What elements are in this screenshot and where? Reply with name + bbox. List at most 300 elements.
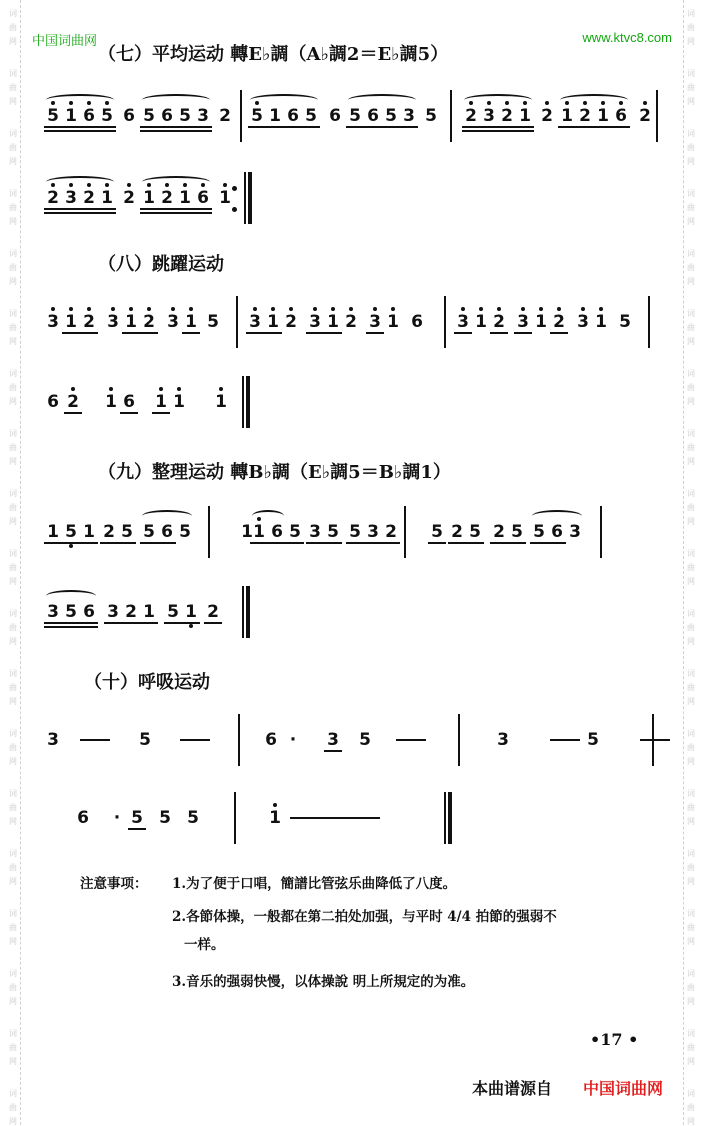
note-number: 1 <box>62 290 80 354</box>
side-watermark-char: 网 <box>9 577 17 586</box>
duration-underline <box>204 622 222 624</box>
sustain-dash <box>350 817 380 819</box>
side-watermark-char: 曲 <box>687 743 695 752</box>
side-watermark-char: 曲 <box>9 983 17 992</box>
side-watermark-char: 曲 <box>9 743 17 752</box>
note-number: 2 <box>122 580 140 644</box>
side-watermark-char: 曲 <box>9 683 17 692</box>
duration-underline <box>62 542 80 544</box>
octave-dot-high <box>127 183 131 187</box>
duration-underline-2 <box>80 626 98 628</box>
duration-underline <box>64 412 82 414</box>
side-watermark-char: 曲 <box>9 23 17 32</box>
note-number: 1 <box>558 84 576 148</box>
side-watermark-char: 网 <box>9 457 17 466</box>
side-watermark-char: 词 <box>9 669 17 678</box>
side-watermark-char: 词 <box>687 249 695 258</box>
barline <box>234 792 236 844</box>
side-watermark-char: 词 <box>687 129 695 138</box>
side-watermark-char: 网 <box>687 397 695 406</box>
side-watermark-char: 曲 <box>9 443 17 452</box>
octave-dot-high <box>599 307 603 311</box>
side-watermark-char: 网 <box>9 697 17 706</box>
duration-underline <box>62 332 80 334</box>
sustain-dash <box>180 739 210 741</box>
staff-system <box>44 166 674 230</box>
duration-underline <box>462 126 480 128</box>
duration-underline <box>364 542 382 544</box>
section-heading: （七）平均运动 轉E♭調（A♭調2＝E♭調5） <box>98 44 449 65</box>
duration-underline <box>80 126 98 128</box>
note-number: 1 <box>592 290 610 354</box>
note-number: 5 <box>248 84 266 148</box>
duration-underline <box>364 126 382 128</box>
duration-underline <box>80 208 98 210</box>
octave-dot-high <box>271 307 275 311</box>
right-dotted-strip <box>683 0 698 1125</box>
note-number: 2 <box>158 166 176 230</box>
note-number: 5 <box>179 522 191 542</box>
side-watermark-char: 曲 <box>687 1103 695 1112</box>
note-number: 5 <box>44 84 62 148</box>
note-number: 3 <box>480 84 498 148</box>
note-number: 1 <box>140 166 158 230</box>
side-watermark-char: 曲 <box>687 143 695 152</box>
side-watermark-char: 网 <box>687 877 695 886</box>
side-watermark-char: 网 <box>687 1117 695 1126</box>
duration-underline <box>400 126 418 128</box>
duration-underline-2 <box>158 212 176 214</box>
note-number: 5 <box>302 84 320 148</box>
side-watermark-char: 词 <box>687 969 695 978</box>
duration-underline <box>62 126 80 128</box>
side-watermark-char: 曲 <box>9 803 17 812</box>
duration-underline-2 <box>44 130 62 132</box>
staff-system <box>44 370 674 434</box>
side-watermark-char: 网 <box>9 757 17 766</box>
side-watermark-char: 词 <box>687 489 695 498</box>
duration-underline <box>158 126 176 128</box>
note-number: 6 <box>284 84 302 148</box>
side-watermark-char: 曲 <box>687 443 695 452</box>
note-number: 1 <box>532 290 550 354</box>
duration-underline <box>548 542 566 544</box>
note-number: 5 <box>425 106 437 126</box>
side-watermark-char: 曲 <box>9 83 17 92</box>
duration-underline <box>264 332 282 334</box>
octave-dot-high <box>159 387 163 391</box>
side-watermark-char: 曲 <box>687 203 695 212</box>
side-watermark-char: 曲 <box>687 503 695 512</box>
note-number: 2 <box>120 166 138 230</box>
note-number: 2 <box>140 290 158 354</box>
note-number: 2 <box>44 166 62 230</box>
side-watermark-char: 词 <box>9 129 17 138</box>
note-number: 5 <box>359 730 371 750</box>
duration-underline <box>490 332 508 334</box>
note-number: 2 <box>382 500 400 564</box>
note-number: 1 <box>241 522 253 542</box>
note-number: 2 <box>538 84 556 148</box>
octave-dot-high <box>71 387 75 391</box>
side-watermark-char: 网 <box>9 157 17 166</box>
duration-underline <box>62 622 80 624</box>
note-number: 1 <box>140 580 158 644</box>
section-heading: （十）呼吸运动 <box>84 672 210 693</box>
side-watermark-char: 曲 <box>9 1043 17 1052</box>
note-number: 5 <box>346 500 364 564</box>
final-barline <box>242 376 250 428</box>
dotted-note: · <box>113 808 121 828</box>
duration-underline <box>250 542 268 544</box>
note-number: 1 <box>216 166 234 230</box>
side-watermark-char: 曲 <box>9 143 17 152</box>
note-item-2-continuation: 一样。 <box>184 937 225 953</box>
note-number: 6 <box>47 392 59 412</box>
side-watermark-char: 网 <box>9 1117 17 1126</box>
side-watermark-char: 词 <box>687 729 695 738</box>
note-number: 3 <box>514 290 532 354</box>
side-watermark-char: 网 <box>9 277 17 286</box>
note-number: 1 <box>122 290 140 354</box>
duration-underline <box>44 208 62 210</box>
note-number: 5 <box>164 580 182 644</box>
duration-underline <box>594 126 612 128</box>
duration-underline-2 <box>176 130 194 132</box>
side-watermark-char: 词 <box>687 789 695 798</box>
side-watermark-char: 网 <box>687 577 695 586</box>
note-number: 2 <box>490 500 508 564</box>
note-number: 2 <box>80 290 98 354</box>
note-number: 5 <box>286 500 304 564</box>
octave-dot-high <box>557 307 561 311</box>
octave-dot-high <box>69 307 73 311</box>
side-watermark-char: 词 <box>9 729 17 738</box>
duration-underline <box>466 542 484 544</box>
note-number: 3 <box>194 84 212 148</box>
note-number: 3 <box>454 290 472 354</box>
side-watermark-char: 网 <box>687 937 695 946</box>
note-number: 3 <box>306 290 324 354</box>
duration-underline <box>158 208 176 210</box>
section-heading: （八）跳躍运动 <box>98 254 224 275</box>
side-watermark-char: 词 <box>687 1029 695 1038</box>
note-number: 6 <box>411 312 423 332</box>
side-watermark-char: 网 <box>687 157 695 166</box>
side-watermark-char: 网 <box>687 637 695 646</box>
side-watermark-char: 网 <box>687 37 695 46</box>
barline <box>404 506 406 558</box>
duration-underline <box>246 332 264 334</box>
note-number: 5 <box>587 730 599 750</box>
note-number: 1 <box>384 290 402 354</box>
note-number: 6 <box>194 166 212 230</box>
duration-underline-2 <box>80 212 98 214</box>
note-number: 6 <box>548 500 566 564</box>
note-number: 5 <box>382 84 400 148</box>
barline <box>240 90 242 142</box>
slur <box>142 176 210 188</box>
side-watermark-char: 词 <box>9 849 17 858</box>
music-score <box>44 0 674 1125</box>
octave-dot-high <box>581 307 585 311</box>
side-watermark-char: 曲 <box>687 383 695 392</box>
duration-underline <box>128 828 146 830</box>
duration-underline <box>98 126 116 128</box>
note-number: 6 <box>120 370 138 434</box>
octave-dot-high <box>479 307 483 311</box>
duration-underline-2 <box>44 626 62 628</box>
note-number: 3 <box>104 580 122 644</box>
duration-underline-2 <box>462 130 480 132</box>
note-number: 5 <box>62 500 80 564</box>
octave-dot-high <box>273 803 277 807</box>
note-number: 1 <box>44 500 62 564</box>
note-number: 5 <box>187 808 199 828</box>
note-number: 6 <box>268 500 286 564</box>
side-watermark-char: 曲 <box>687 923 695 932</box>
side-watermark-char: 曲 <box>687 863 695 872</box>
sustain-dash <box>550 739 580 741</box>
note-number: 1 <box>170 370 188 434</box>
side-watermark-char: 网 <box>9 337 17 346</box>
duration-underline <box>62 208 80 210</box>
note-number: 2 <box>64 370 82 434</box>
note-number: 2 <box>490 290 508 354</box>
octave-dot-high <box>171 307 175 311</box>
duration-underline <box>100 542 118 544</box>
side-watermark-char: 词 <box>9 9 17 18</box>
staff-system <box>44 290 674 354</box>
note-number: 3 <box>364 500 382 564</box>
note-number: 3 <box>306 500 324 564</box>
side-watermark-char: 曲 <box>9 623 17 632</box>
note-number: 2 <box>636 84 654 148</box>
note-number: 2 <box>80 166 98 230</box>
octave-dot-high <box>253 307 257 311</box>
side-watermark-char: 曲 <box>687 263 695 272</box>
octave-dot-high <box>373 307 377 311</box>
side-watermark-char: 网 <box>9 877 17 886</box>
duration-underline-2 <box>62 130 80 132</box>
note-number: 3 <box>44 290 62 354</box>
side-watermark-char: 词 <box>687 549 695 558</box>
note-number: 3 <box>246 290 264 354</box>
side-watermark-char: 词 <box>687 669 695 678</box>
duration-underline <box>508 542 526 544</box>
duration-underline <box>346 542 364 544</box>
note-number: 1 <box>152 370 170 434</box>
barline <box>458 714 460 766</box>
side-watermark-char: 词 <box>9 1089 17 1098</box>
barline <box>648 296 650 348</box>
duration-underline <box>448 542 466 544</box>
octave-dot-high <box>331 307 335 311</box>
note-number: 5 <box>619 312 631 332</box>
duration-underline <box>140 208 158 210</box>
note-number: 3 <box>497 730 509 750</box>
note-number: 1 <box>266 84 284 148</box>
note-number: 5 <box>324 500 342 564</box>
duration-underline-2 <box>176 212 194 214</box>
octave-dot-high <box>391 307 395 311</box>
duration-underline-2 <box>140 130 158 132</box>
side-watermark-char: 词 <box>687 69 695 78</box>
octave-dot-high <box>539 307 543 311</box>
duration-underline <box>248 126 266 128</box>
barline <box>444 296 446 348</box>
duration-underline-2 <box>62 212 80 214</box>
duration-underline-2 <box>498 130 516 132</box>
note-number: 3 <box>324 708 342 772</box>
octave-dot-high <box>461 307 465 311</box>
section-heading: （九）整理运动 轉B♭調（E♭調5＝B♭調1） <box>98 462 451 483</box>
note-number: 1 <box>266 786 284 850</box>
side-watermark-char: 曲 <box>9 203 17 212</box>
side-watermark-char: 词 <box>9 249 17 258</box>
side-watermark-char: 词 <box>687 309 695 318</box>
duration-underline <box>118 542 136 544</box>
side-watermark-char: 词 <box>687 1089 695 1098</box>
duration-underline <box>140 126 158 128</box>
octave-dot-high <box>129 307 133 311</box>
note-number: 1 <box>264 290 282 354</box>
sustain-dash <box>290 817 320 819</box>
duration-underline <box>182 622 200 624</box>
note-number: 2 <box>576 84 594 148</box>
slur <box>46 176 114 188</box>
side-watermark-char: 网 <box>9 97 17 106</box>
note-number: 5 <box>508 500 526 564</box>
side-watermark-char: 曲 <box>687 83 695 92</box>
note-number: 5 <box>346 84 364 148</box>
side-watermark-char: 词 <box>9 489 17 498</box>
note-number: 5 <box>140 84 158 148</box>
duration-underline <box>286 542 304 544</box>
duration-underline-2 <box>98 212 116 214</box>
duration-underline <box>306 542 324 544</box>
side-watermark-char: 网 <box>9 817 17 826</box>
side-watermark-char: 网 <box>687 517 695 526</box>
duration-underline-2 <box>44 212 62 214</box>
note-number: 5 <box>159 808 171 828</box>
octave-dot-high <box>289 307 293 311</box>
note-number: 3 <box>44 580 62 644</box>
note-number: 6 <box>612 84 630 148</box>
side-watermark-char: 网 <box>687 97 695 106</box>
note-number: 6 <box>77 808 89 828</box>
notes-label: 注意事项： <box>80 876 148 892</box>
note-number: 5 <box>428 500 446 564</box>
barline <box>450 90 452 142</box>
duration-underline <box>140 622 158 624</box>
note-number: 1 <box>594 84 612 148</box>
note-number: 2 <box>448 500 466 564</box>
footer-source-label: 本曲谱源自 <box>472 1079 553 1098</box>
side-watermark-char: 词 <box>9 369 17 378</box>
side-watermark-char: 网 <box>687 277 695 286</box>
duration-underline <box>576 126 594 128</box>
note-number: 2 <box>282 290 300 354</box>
note-number: 5 <box>62 580 80 644</box>
footer-site-name: 中国词曲网 <box>583 1079 664 1098</box>
slur <box>142 510 192 522</box>
note-item-2: 2.各節体操，一般都在第二拍处加强，与平时 4/4 拍節的强弱不 <box>172 909 557 925</box>
note-number: 3 <box>164 290 182 354</box>
duration-underline-2 <box>516 130 534 132</box>
octave-dot-high <box>189 307 193 311</box>
note-number: 1 <box>250 500 268 564</box>
side-watermark-char: 词 <box>687 609 695 618</box>
duration-underline <box>454 332 472 334</box>
duration-underline <box>104 622 122 624</box>
duration-underline <box>514 332 532 334</box>
duration-underline <box>516 126 534 128</box>
final-barline <box>244 172 252 224</box>
sustain-dash <box>640 739 670 741</box>
note-number: 3 <box>47 730 59 750</box>
note-number: 3 <box>62 166 80 230</box>
octave-dot-high <box>313 307 317 311</box>
barline <box>238 714 240 766</box>
duration-underline-2 <box>194 130 212 132</box>
note-number: 3 <box>574 290 592 354</box>
barline <box>652 714 654 766</box>
side-watermark-char: 曲 <box>9 383 17 392</box>
note-number: 1 <box>182 290 200 354</box>
note-number: 6 <box>158 84 176 148</box>
duration-underline <box>366 332 384 334</box>
side-watermark-char: 曲 <box>687 623 695 632</box>
note-number: 5 <box>118 500 136 564</box>
octave-dot-high <box>545 101 549 105</box>
duration-underline <box>122 332 140 334</box>
sustain-dash <box>80 739 110 741</box>
side-watermark-char: 词 <box>687 849 695 858</box>
duration-underline <box>122 622 140 624</box>
side-watermark-char: 网 <box>687 697 695 706</box>
side-watermark-char: 网 <box>687 1057 695 1066</box>
slur <box>46 590 96 602</box>
watermark-site-name: 中国词曲网 <box>32 33 98 48</box>
side-watermark-char: 网 <box>687 997 695 1006</box>
barline <box>208 506 210 558</box>
duration-underline <box>498 126 516 128</box>
note-number: 1 <box>324 290 342 354</box>
page-number: •17 • <box>590 1030 639 1049</box>
octave-dot-high <box>147 307 151 311</box>
side-watermark-char: 曲 <box>687 983 695 992</box>
duration-underline <box>612 126 630 128</box>
note-number: 5 <box>207 312 219 332</box>
slur <box>348 94 416 106</box>
note-number: 6 <box>80 84 98 148</box>
duration-underline <box>480 126 498 128</box>
side-watermark-char: 网 <box>687 757 695 766</box>
duration-underline <box>80 332 98 334</box>
staff-system <box>44 580 674 644</box>
note-number: 6 <box>329 106 341 126</box>
duration-underline-2 <box>140 212 158 214</box>
note-number: 1 <box>516 84 534 148</box>
left-dotted-strip <box>6 0 21 1125</box>
duration-underline <box>346 126 364 128</box>
side-watermark-char: 网 <box>9 517 17 526</box>
side-watermark-char: 曲 <box>687 1043 695 1052</box>
octave-dot-high <box>219 387 223 391</box>
duration-underline <box>98 208 116 210</box>
final-barline <box>242 586 250 638</box>
